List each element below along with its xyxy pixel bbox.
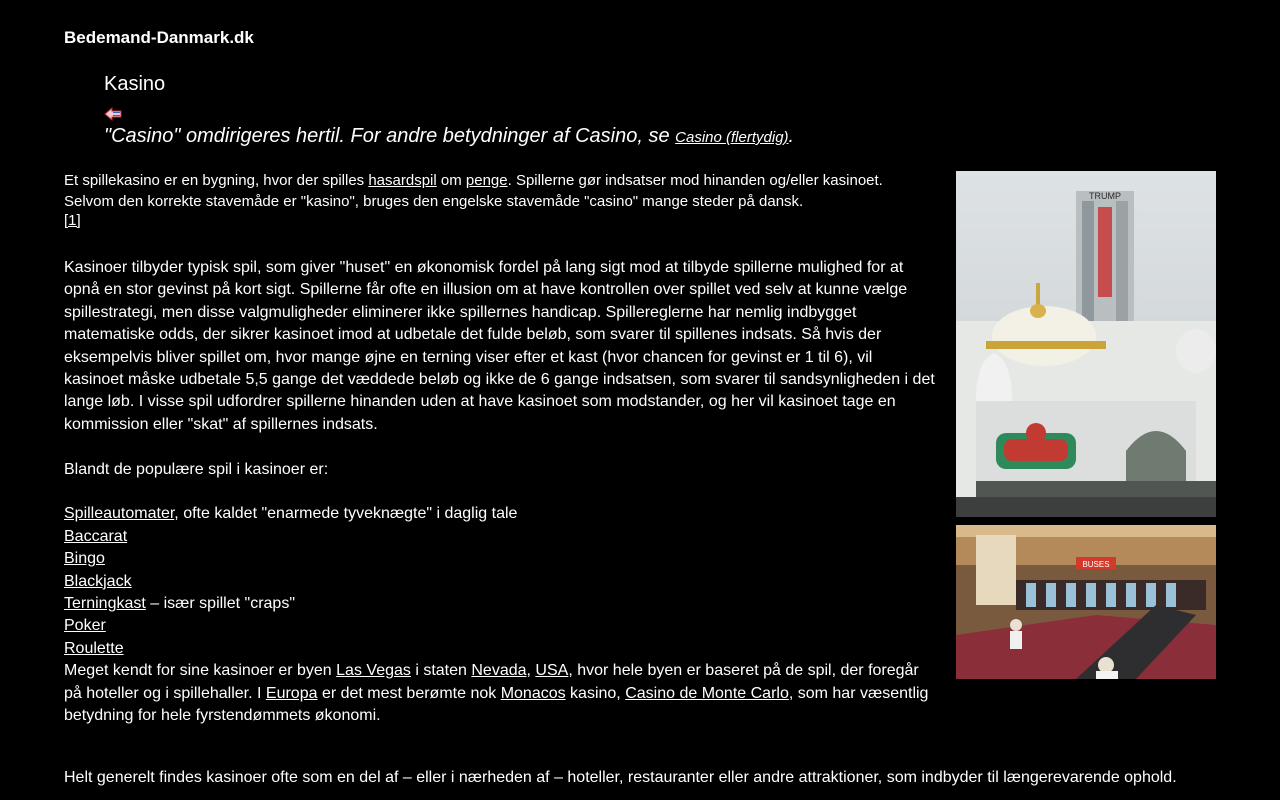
hasardspil-link[interactable]: hasardspil: [368, 172, 437, 189]
disambiguation-text: "Casino" omdirigeres hertil. For andre betydninger af Casino, se: [104, 125, 676, 147]
disambiguation-arrow-icon: [104, 107, 122, 121]
games-list: [64, 503, 936, 660]
intro-paragraph: [64, 170, 936, 230]
final-paragraph: Helt generelt findes kasinoer ofte som en del af – eller i nærheden af – hoteller, restauranter eller andre attraktioner, som indbyder til længerevarende ophold.: [64, 769, 1177, 786]
svg-text:TRUMP: TRUMP: [1089, 191, 1121, 201]
monacos-link[interactable]: Monacos: [500, 684, 566, 702]
las-vegas-link[interactable]: Las Vegas: [336, 662, 411, 680]
list-item: [64, 548, 936, 570]
vegas-text-3: ,: [526, 662, 536, 680]
page-title: Kasino: [104, 73, 166, 95]
intro-text-3: . Spillerne gør indsatser mod hinanden og/eller kasinoet. Selvom den korrekte stavemåde er "kasino", bruges den engelske stavemåde "casino" mange steder på dansk.: [64, 172, 883, 210]
vegas-text-2: i staten: [410, 662, 472, 680]
terningkast-link[interactable]: Terningkast: [64, 595, 146, 613]
vegas-paragraph: [64, 660, 936, 727]
list-item: [64, 526, 936, 548]
list-item: [64, 615, 936, 637]
photo-column: [956, 171, 1216, 679]
list-item-suffix: – især spillet "craps": [145, 595, 296, 613]
intro-text-1: Et spillekasino er en bygning, hvor der spilles: [64, 172, 369, 189]
casino-disambiguation-link[interactable]: Casino (flertydig): [675, 129, 789, 146]
games-intro: Blandt de populære spil i kasinoer er:: [64, 460, 329, 478]
vegas-text-5: er det mest berømte nok: [317, 684, 501, 702]
nevada-link[interactable]: Nevada: [471, 662, 527, 680]
disambiguation-note: [104, 124, 794, 150]
usa-link[interactable]: USA: [535, 662, 569, 680]
list-item: [64, 593, 936, 615]
disambiguation-end: .: [788, 125, 795, 147]
house-advantage-paragraph: Kasinoer tilbyder typisk spil, som giver "huset" en økonomisk fordel på lang sigt mod at tilbyde spillerne mulighed for at opnå en stor gevinst på kort sigt. Spillerne får ofte en illusion om at have kontrollen over spillet ved selv at kunne vælge spillestrategi, men disse valgmuligheder eliminerer ikke spillernes handicap. Spillereglerne har nemlig indbygget matematiske odds, der sikrer kasinoet imod at udbetale det fulde beløb, som svarer til spillenes indsats. Så hvis der eksempelvis bliver spillet om, hvor mange øjne en terning viser efter et kast (hvor chancen for gevinst er 1 til 6), vil kasinoet måske udbetale 5,5 gange det væddede beløb og ikke de 6 gange indsatsen, som svarer til sandsynligheden i det lange løb. I visse spil udfordrer spillerne hinanden uden at have kasinoet som modstander, og her vil kasinoet tage en kommission eller "skat" af spillernes indsats.: [64, 259, 935, 433]
taj-mahal-casino-photo[interactable]: [956, 171, 1216, 517]
list-item: [64, 503, 936, 525]
spilleautomater-link[interactable]: Spilleautomater: [64, 505, 175, 523]
penge-link[interactable]: penge: [465, 172, 508, 189]
list-item-suffix: , ofte kaldet "enarmede tyveknægte" i daglig tale: [174, 505, 518, 523]
vegas-text-1: Meget kendt for sine kasinoer er byen: [64, 662, 337, 680]
reference-link-1[interactable]: [1]: [64, 212, 81, 229]
vegas-text-6: kasino,: [565, 684, 626, 702]
list-item: [64, 571, 936, 593]
baccarat-link[interactable]: Baccarat: [64, 527, 128, 545]
casino-de-monte-carlo-link[interactable]: Casino de Monte Carlo: [625, 684, 789, 702]
article-body: [64, 170, 936, 728]
bingo-link[interactable]: Bingo: [64, 550, 105, 568]
casino-floor-photo[interactable]: [956, 525, 1216, 679]
site-title: Bedemand-Danmark.dk: [64, 28, 254, 47]
svg-text:BUSES: BUSES: [1082, 560, 1110, 569]
blackjack-link[interactable]: Blackjack: [64, 572, 132, 590]
intro-text-2: om: [436, 172, 466, 189]
vegas-text-4: , hvor hele byen er baseret på de spil, der foregår på hoteller og i spillehaller. I: [64, 662, 919, 702]
poker-link[interactable]: Poker: [64, 617, 106, 635]
roulette-link[interactable]: Roulette: [64, 639, 124, 657]
europa-link[interactable]: Europa: [265, 684, 318, 702]
vegas-text-7: , som har væsentlig betydning for hele fyrstendømmets økonomi.: [64, 684, 929, 725]
list-item: [64, 638, 936, 660]
